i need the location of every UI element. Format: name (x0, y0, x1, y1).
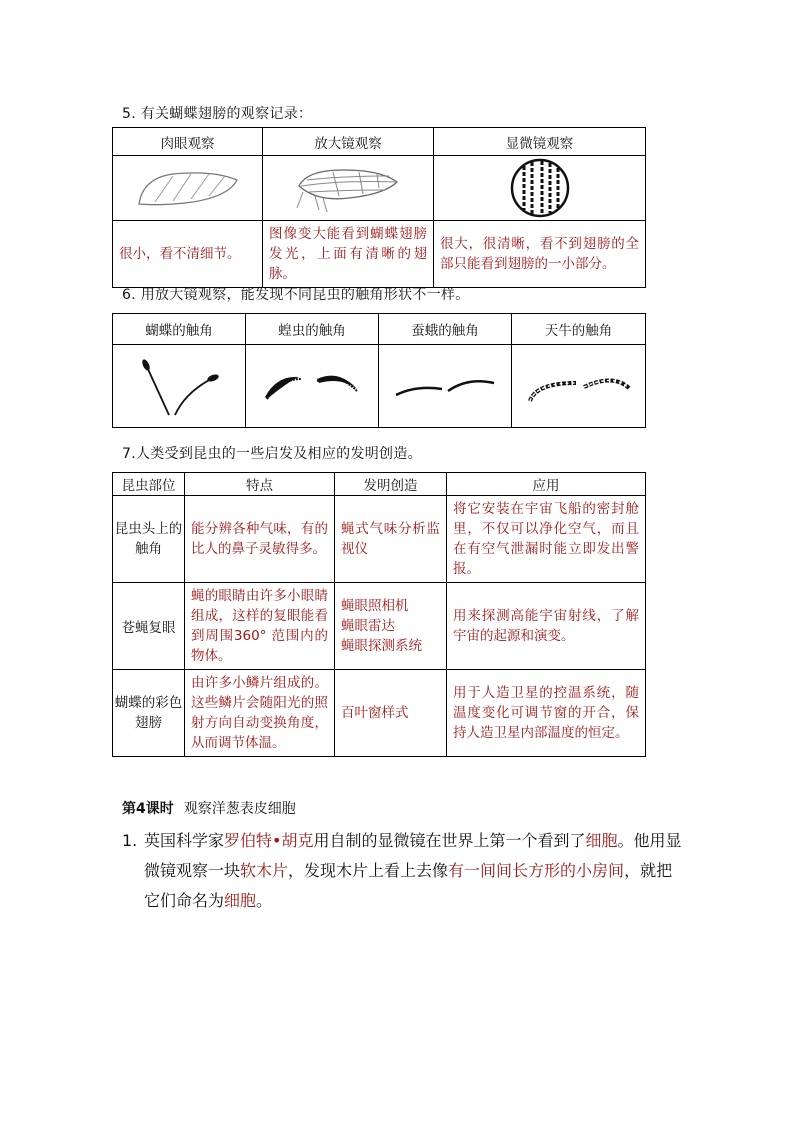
col-naked-eye: 肉眼观察 (113, 128, 263, 156)
col-butterfly-antenna: 蝴蝶的触角 (113, 314, 246, 345)
col-longhorn-antenna: 天牛的触角 (512, 314, 646, 345)
locust-antenna-cell (246, 345, 379, 428)
text-run: ，发现木片上看上去像 (288, 861, 449, 880)
naked-eye-desc: 很小，看不清细节。 (113, 221, 263, 288)
feature-cell: 能分辨各种气味，有的比人的鼻子灵敏得多。 (185, 496, 335, 583)
inventions-table (112, 472, 646, 757)
q5-heading: 5. 有关蝴蝶翅膀的观察记录： (122, 106, 313, 122)
feature-cell: 由许多小鳞片组成的。这些鳞片会随阳光的照射方向自动变换角度，从而调节体温。 (185, 670, 335, 757)
table-row (113, 670, 646, 757)
butterfly-wing-table (112, 127, 646, 288)
microscope-desc: 很大，很清晰，看不到翅膀的全部只能看到翅膀的一小部分。 (434, 221, 646, 288)
invention-cell: 百叶窗样式 (335, 670, 447, 757)
locust-antenna-drawing (257, 361, 367, 411)
col-silkmoth-antenna: 蚕蛾的触角 (379, 314, 512, 345)
header-part: 昆虫部位 (113, 473, 185, 496)
col-magnifier: 放大镜观察 (263, 128, 434, 156)
microscope-image-cell (434, 156, 646, 221)
part-cell: 昆虫头上的触角 (113, 496, 185, 583)
longhorn-antenna-cell (512, 345, 646, 428)
silkmoth-antenna-drawing (390, 361, 500, 411)
text-run: 英国科学家 (144, 831, 225, 850)
answer-cork: 软木片 (240, 861, 289, 880)
butterfly-antenna-cell (113, 345, 246, 428)
answer-cell-name: 细胞 (224, 891, 257, 910)
paragraph-1 (122, 826, 682, 916)
application-cell: 将它安装在宇宙飞船的密封舱里，不仅可以净化空气，而且在有空气泄漏时能立即发出警报。 (447, 496, 646, 583)
lesson-subtitle: 观察洋葱表皮细胞 (183, 801, 296, 817)
invention-cell: 蝇眼照相机 蝇眼雷达 蝇眼探测系统 (335, 583, 447, 670)
naked-eye-image-cell (113, 156, 263, 221)
lesson-title (122, 798, 296, 818)
answer-rooms: 有一间间长方形的小房间 (448, 861, 625, 880)
header-application: 应用 (447, 473, 646, 496)
wing-sketch-small (133, 166, 243, 210)
text-run: 。他用显微镜观察一块 (144, 831, 682, 880)
microscope-view (508, 156, 572, 220)
text-run: 用自制的显微镜在世界上第一个看到了 (313, 831, 586, 850)
table-row (113, 583, 646, 670)
q7-heading: 7.人类受到昆虫的一些启发及相应的发明创造。 (122, 446, 422, 462)
col-locust-antenna: 蝗虫的触角 (246, 314, 379, 345)
invention-cell: 蝇式气味分析监视仪 (335, 496, 447, 583)
wing-sketch-veins (293, 162, 403, 214)
answer-cell: 细胞 (585, 831, 618, 850)
antenna-table (112, 313, 646, 428)
part-cell: 苍蝇复眼 (113, 583, 185, 670)
feature-cell: 蝇的眼睛由许多小眼睛组成，这样的复眼能看到周围360° 范围内的物体。 (185, 583, 335, 670)
longhorn-antenna-drawing (524, 361, 634, 411)
lesson-number: 第4课时 (122, 801, 174, 817)
part-cell: 蝴蝶的彩色翅膀 (113, 670, 185, 757)
answer-scientist: 罗伯特•胡克 (224, 831, 314, 850)
col-microscope: 显微镜观察 (434, 128, 646, 156)
application-cell: 用来探测高能宇宙射线，了解宇宙的起源和演变。 (447, 583, 646, 670)
item-number: 1. (122, 831, 138, 850)
header-invention: 发明创造 (335, 473, 447, 496)
magnifier-image-cell (263, 156, 434, 221)
text-run: ，就把它们命名为 (144, 861, 673, 910)
header-feature: 特点 (185, 473, 335, 496)
silkmoth-antenna-cell (379, 345, 512, 428)
butterfly-antenna-drawing (129, 353, 229, 419)
table-row (113, 496, 646, 583)
text-run: 。 (256, 891, 273, 910)
application-cell: 用于人造卫星的控温系统，随温度变化可调节窗的开合，保持人造卫星内部温度的恒定。 (447, 670, 646, 757)
q6-heading: 6. 用放大镜观察，能发现不同昆虫的触角形状不一样。 (122, 287, 470, 303)
magnifier-desc: 图像变大能看到蝴蝶翅膀发光，上面有清晰的翅脉。 (263, 221, 434, 288)
paragraph-body (144, 826, 682, 916)
